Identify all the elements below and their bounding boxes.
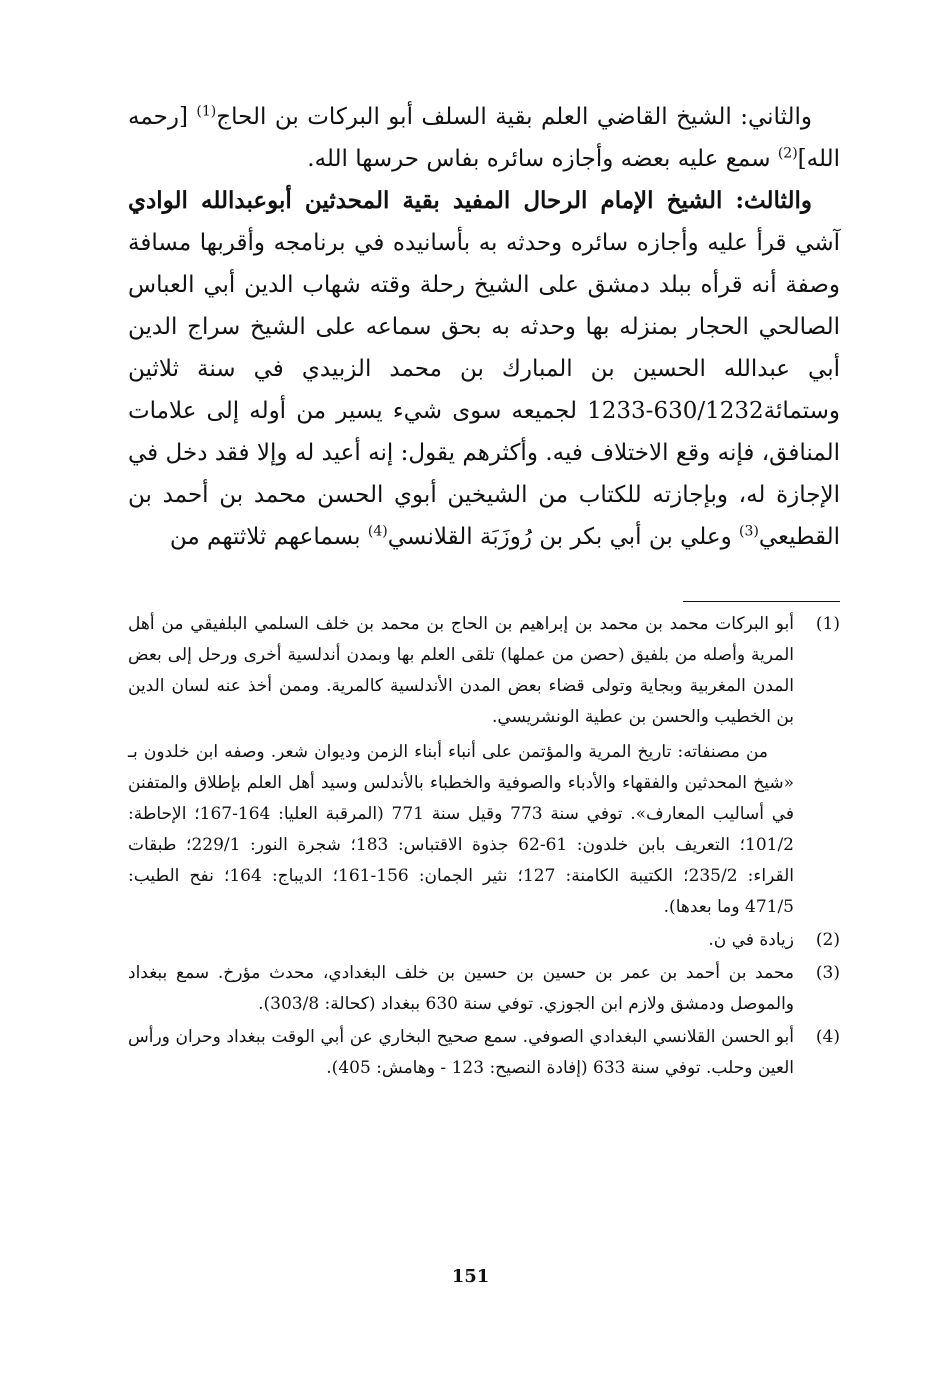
footnote-1 <box>128 609 840 923</box>
footnote-text-continued: من مصنفاته: تاريخ المرية والمؤتمن على أنباء أبناء الزمن وديوان شعر. وصفه ابن خلدون بـ «شيخ المحدثين والفقهاء والأدباء والصوفية والخطباء بالأندلس وسيد أهل العلم بإطلاق والمتفنن في أساليب المعارف». توفي سنة 773 وقيل سنة 771 (المرقبة العليا: 164-167؛ الإحاطة: 101/2؛ التعريف بابن خلدون: 61-62 جذوة الاقتباس: 183؛ شجرة النور: 229/1؛ طبقات القراء: 235/2؛ الكتيبة الكامنة: 127؛ نثير الجمان: 156-161؛ الديباج: 164؛ نفح الطيب: 471/5 وما بعدها). <box>128 742 794 917</box>
footnotes <box>128 609 840 1086</box>
footnote-text: زيادة في ن. <box>708 930 794 950</box>
footnote-body <box>128 925 794 956</box>
footnote-2 <box>128 925 840 956</box>
paragraph-text: [رحمه الله] <box>128 104 840 172</box>
footnote-separator <box>683 601 840 602</box>
footnote-text: أبو الحسن القلانسي البغدادي الصوفي. سمع صحيح البخاري عن أبي الوقت ببغداد وحران ورأس العين وحلب. توفي سنة 633 (إفادة النصيح: 123 - وهامش: 405). <box>128 1027 794 1078</box>
footnote-number: (2) <box>815 930 840 950</box>
paragraph-text: سمع عليه بعضه وأجازه سائره بفاس حرسها الله. <box>307 146 778 172</box>
main-text <box>128 96 840 558</box>
footnote-3 <box>128 958 840 1020</box>
paragraph-second-teacher <box>128 96 840 180</box>
paragraph-heading: والثالث: الشيخ الإمام الرحال المفيد بقية المحدثين أبوعبدالله الوادي <box>128 187 812 214</box>
footnote-number: (3) <box>815 963 840 983</box>
footnote-body <box>128 609 794 923</box>
footnote-4 <box>128 1022 840 1084</box>
paragraph-text: آشي قرأ عليه وأجازه سائره وحدثه به بأسانيده في برنامجه وأقربها مسافة وصفة أنه قرأه ببلد دمشق على الشيخ رحلة وقته شهاب الدين أبي العباس الصالحي الحجار بمنزله بها وحدثه به بحق سماعه على الشيخ سراج الدين أبي عبدالله الحسين بن المبارك بن محمد الزبيدي في سنة ثلاثين وستمائة630/1232-1233 لجميعه سوى شيء يسير من أوله إلى علامات المنافق، فإنه وقع الاختلاف فيه. وأكثرهم يقول: إنه أعيد له وإلا فقد دخل في الإجازة له، وبإجازته للكتاب من الشيخين أبوي الحسن محمد بن أحمد بن القطيعي <box>128 230 840 550</box>
paragraph-text: والثاني: الشيخ القاضي العلم بقية السلف أبو البركات بن الحاج <box>216 104 813 130</box>
footnote-number: (1) <box>815 614 840 634</box>
footnote-text: أبو البركات محمد بن محمد بن إبراهيم بن الحاج بن محمد بن خلف السلمي البلفيقي من أهل المرية وأصله من بلفيق (حصن من عملها) تلقى العلم بها وبمدن أندلسية أخرى ورحل إلى بعض المدن المغربية وبجاية وتولى قضاء بعض المدن الأندلسية كالمرية. وممن أخذ عنه لسان الدين بن الخطيب والحسن بن عطية الونشريسي. <box>128 614 794 727</box>
footnote-ref-3[interactable]: (3) <box>739 523 759 540</box>
footnote-ref-1[interactable]: (1) <box>196 103 217 120</box>
page-number: 151 <box>451 1266 490 1287</box>
footnote-body <box>128 958 794 1020</box>
footnote-text: محمد بن أحمد بن عمر بن حسين بن حسين بن خلف البغدادي، محدث مؤرخ. سمع ببغداد والموصل ودمشق ولازم ابن الجوزي. توفي سنة 630 ببغداد (كحالة: 303/8). <box>128 963 794 1014</box>
footnote-ref-4[interactable]: (4) <box>367 523 388 540</box>
paragraph-text: وعلي بن أبي بكر بن رُوزَبَة القلانسي <box>387 524 740 550</box>
paragraph-text: بسماعهم ثلاثتهم من <box>169 524 368 550</box>
footnote-ref-2[interactable]: (2) <box>777 145 798 162</box>
paragraph-third-teacher <box>128 180 840 558</box>
footnote-body <box>128 1022 794 1084</box>
footnote-number: (4) <box>815 1027 840 1047</box>
